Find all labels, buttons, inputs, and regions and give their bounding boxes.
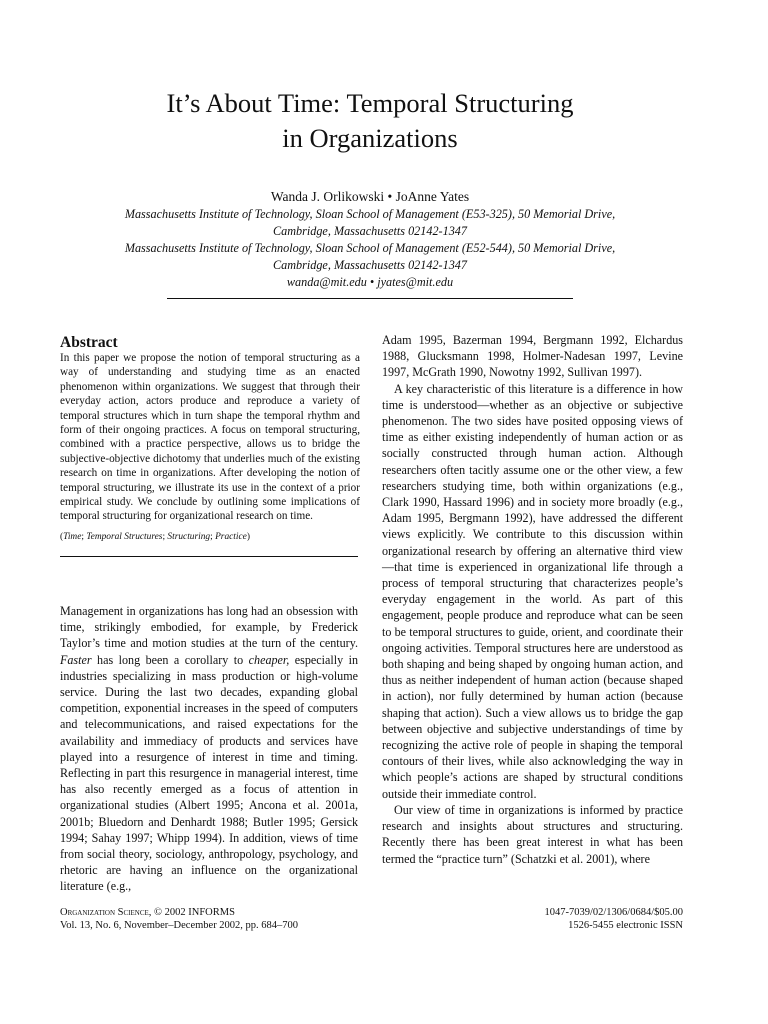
email-link[interactable]: jyates@mit.edu	[377, 275, 454, 289]
journal-name: Organization Science	[60, 907, 149, 918]
body-paragraph-intro: Management in organizations has long had an obsession with time, strikingly embodied, for example, by Frederick Taylor’s time and motion studies at the turn of the century. Faster has long been a corollary to cheaper, especially in industries specializing in mass production or high-volume service. During the last two decades, expanding global competition, exponential increases in the speed of computers and telecommunications, and raised expectations for the availability and immediacy of products and services have played into a resurgence of interest in time and timing. Reflecting in part this resurgence in managerial interest, time has also recently emerged as a focus of attention in organizational studies (Albert 1995; Ancona et al. 2001a, 2001b; Bluedorn and Denhardt 1988; Butler 1995; Gersick 1994; Sahay 1997; Whipp 1994). In addition, views of time from social theory, sociology, anthropology, psychology, and rhetoric are having an influence on the organizational literature (e.g.,	[60, 604, 358, 894]
volume-info: Vol. 13, No. 6, November–December 2002, pp. 684–700	[60, 920, 299, 931]
author-name: JoAnne Yates	[395, 189, 470, 204]
affiliation-2	[60, 240, 680, 274]
title-line-1: It’s About Time: Temporal Structuring	[166, 88, 574, 118]
affiliation-line: Massachusetts Institute of Technology, Sloan School of Management (E53-325), 50 Memorial Drive,	[124, 207, 616, 221]
title-line-2: in Organizations	[282, 123, 458, 153]
author-name: Wanda J. Orlikowski	[270, 189, 385, 204]
abstract-text: In this paper we propose the notion of temporal structuring as a way of understanding and studying time as an enacted phenomenon within organizations. We suggest that through their everyday action, actors produce and reproduce a variety of temporal structures which in turn shape the temporal rhythm and form of their ongoing practices. A focus on temporal structuring, combined with a practice perspective, allows us to bridge the subjective-objective dichotomy that underlies much of the existing research on time in organizations. After developing the notion of temporal structuring, we illustrate its use in the context of a prior empirical study. We conclude by outlining some implications of temporal structuring for organizational research on time.	[60, 352, 360, 523]
email-separator: •	[369, 275, 375, 289]
emphasis-cheaper: cheaper,	[248, 652, 290, 667]
author-separator: •	[387, 189, 393, 204]
email-link[interactable]: wanda@mit.edu	[286, 275, 367, 289]
body-paragraph: Adam 1995, Bazerman 1994, Bergmann 1992, Elchardus 1988, Glucksmann 1998, Holmer-Nadesan 1997, Levine 1997, McGrath 1990, Nowotny 1992, Sullivan 1997).	[382, 333, 683, 380]
affiliation-1	[60, 206, 680, 240]
header-divider	[167, 298, 573, 299]
author-list	[60, 188, 680, 205]
body-paragraph: A key characteristic of this literature is a difference in how time is understood—whether as an objective or subjective phenomenon. The two sides have posited opposing views of time as either existing independently of human action or as socially constructed through human action. Although researchers often tacitly assume one or the other view, a few researchers studying time, both within organizations (e.g., Clark 1990, Hassard 1996) and in society more broadly (e.g., Adam 1995, Bergmann 1992), have addressed the different views explicitly. We contribute to this discussion within organizational research by offering an alternative third view—that time is experienced in organizational life through a process of temporal structuring that characterizes people’s everyday engagement in the world. As part of this engagement, people produce and reproduce what can be seen to be temporal structures to guide, orient, and coordinate their ongoing activities. Temporal structures here are understood as both shaping and being shaped by ongoing human action, and thus as neither independent of human action (because shaped in action), nor fully determined by human action (because shaping that action). Such a view allows us to bridge the gap between objective and subjective understandings of time by recognizing the active role of people in shaping the temporal contours of their lives, while also acknowledging the way in which people’s actions are shaped by structural conditions outside their immediate control.	[382, 381, 683, 801]
keywords: (Time; Temporal Structures; Structuring; Practice)	[60, 532, 250, 542]
affiliation-line: Cambridge, Massachusetts 02142-1347	[273, 224, 467, 238]
affiliation-line: Massachusetts Institute of Technology, Sloan School of Management (E52-544), 50 Memorial Drive,	[124, 241, 616, 255]
keyword: Time	[63, 532, 82, 542]
emphasis-faster: Faster	[60, 652, 92, 667]
keyword: Structuring	[167, 532, 211, 542]
keyword: Temporal Structures	[86, 532, 163, 542]
affiliation-line: Cambridge, Massachusetts 02142-1347	[273, 258, 467, 272]
body-column-right	[382, 332, 683, 867]
abstract-heading: Abstract	[60, 334, 118, 351]
body-paragraph: Our view of time in organizations is informed by practice research and insights about structures and structuring. Recently there has been great interest in what has been termed the “practice turn” (Schatzki et al. 2001), where	[382, 802, 683, 866]
abstract-divider	[60, 556, 358, 557]
issn-electronic: 1526-5455 electronic ISSN	[568, 920, 683, 931]
author-emails	[60, 274, 680, 291]
paper-title	[60, 86, 680, 156]
copyright: , © 2002 INFORMS	[148, 907, 235, 918]
issn-print: 1047-7039/02/1306/0684/$05.00	[544, 907, 683, 918]
footer-issn	[420, 906, 683, 932]
footer-citation	[60, 906, 380, 932]
keyword: Practice	[215, 532, 247, 542]
